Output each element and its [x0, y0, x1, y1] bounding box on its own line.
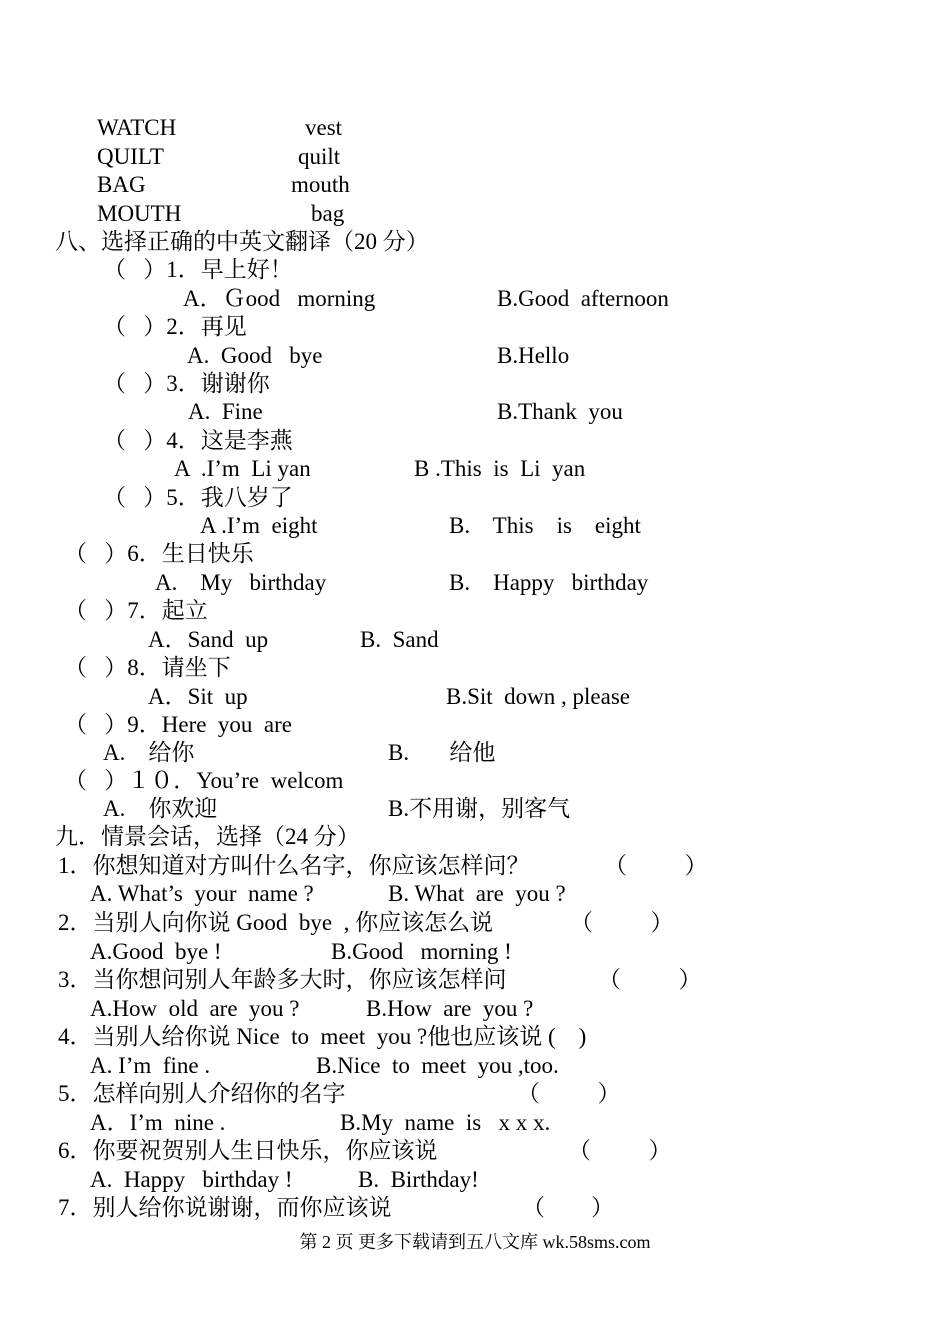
s8-q2: （ ）2．再见: [103, 314, 247, 339]
s9-q2-answer-paren: （ ）: [570, 910, 674, 935]
match-lower-4: bag: [311, 201, 345, 226]
s8-q3-option-a: A. Fine: [188, 399, 263, 424]
match-upper-2: QUILT: [97, 144, 164, 169]
s8-q8-option-b: B.Sit down , please: [446, 684, 630, 709]
s8-q3-option-b: B.Thank you: [497, 399, 623, 424]
s8-q10-option-a: A. 你欢迎: [103, 796, 218, 821]
s8-q2-option-b: B.Hello: [497, 343, 570, 368]
s8-q5: （ ）5．我八岁了: [103, 485, 293, 510]
s8-q5-option-b: B. This is eight: [449, 513, 641, 538]
s9-q6: 6．你要祝贺别人生日快乐，你应该说: [58, 1138, 438, 1163]
s9-q1: 1．你想知道对方叫什么名字，你应该怎样问？: [58, 853, 530, 878]
s9-q1-option-b: B. What are you ?: [388, 881, 566, 906]
s9-q3-option-b: B.How are you ?: [366, 996, 534, 1021]
match-lower-2: quilt: [298, 144, 341, 169]
s9-q4-option-b: B.Nice to meet you ,too.: [316, 1053, 559, 1078]
s8-q9-option-a: A. 给你: [103, 740, 195, 765]
s8-q3: （ ）3．谢谢你: [103, 371, 270, 396]
s9-q5-option-b: B.My name is x x x.: [340, 1110, 551, 1135]
s9-q5-option-a: A．I’m nine .: [90, 1110, 226, 1135]
s8-q1-option-b: B.Good afternoon: [497, 286, 669, 311]
s9-q4: 4．当别人给你说 Nice to meet you ?他也应该说 ( ): [58, 1024, 587, 1049]
s9-q5-answer-paren: （ ）: [517, 1081, 621, 1106]
s8-q9-option-b: B. 给他: [388, 740, 496, 765]
s8-q10: （ ）１０．You’re welcom: [64, 768, 344, 793]
s8-q4-option-b: B .This is Li yan: [414, 456, 586, 481]
match-upper-4: MOUTH: [97, 201, 182, 226]
s8-q5-option-a: A .I’m eight: [200, 513, 318, 538]
s9-q1-option-a: A. What’s your name ?: [90, 881, 314, 906]
s8-q2-option-a: A. Good bye: [187, 343, 323, 368]
s8-q1-option-a: A．Ｇood morning: [183, 286, 376, 311]
s9-q3-option-a: A.How old are you ?: [90, 996, 300, 1021]
s9-q6-option-a: A. Happy birthday !: [90, 1167, 293, 1192]
s8-q6-option-a: A. My birthday: [155, 570, 327, 595]
s9-q2-option-a: A.Good bye !: [90, 939, 222, 964]
match-upper-1: WATCH: [97, 115, 177, 140]
s9-q5: 5．怎样向别人介绍你的名字: [58, 1081, 346, 1106]
s9-q7: 7．别人给你说谢谢，而你应该说: [58, 1195, 392, 1220]
s9-q6-option-b: B. Birthday!: [358, 1167, 479, 1192]
s8-q6: （ ）6．生日快乐: [64, 541, 254, 566]
s8-q8: （ ）8．请坐下: [64, 655, 231, 680]
s9-q1-answer-paren: （ ）: [604, 853, 708, 878]
s9-q2: 2．当别人向你说 Good bye , 你应该怎么说: [58, 910, 494, 935]
s8-q7-option-a: A．Sand up: [148, 627, 269, 652]
s9-q2-option-b: B.Good morning !: [331, 939, 512, 964]
s8-q10-option-b: B.不用谢，别客气: [388, 796, 571, 821]
section8-title: 八、选择正确的中英文翻译（20 分）: [55, 229, 429, 254]
s8-q1: （ ）1．早上好！: [103, 257, 293, 282]
s9-q7-answer-paren: （ ）: [522, 1195, 614, 1220]
match-lower-3: mouth: [291, 172, 350, 197]
section9-title: 九．情景会话，选择（24 分）: [55, 824, 360, 849]
s9-q3-answer-paren: （ ）: [598, 967, 702, 992]
s8-q9: （ ）9．Here you are: [64, 712, 293, 737]
s9-q4-option-a: A. I’m fine .: [90, 1053, 211, 1078]
s8-q6-option-b: B. Happy birthday: [449, 570, 649, 595]
s8-q4-option-a: A .I’m Li yan: [174, 456, 311, 481]
page-footer: 第 2 页 更多下载请到五八文库 wk.58sms.com: [299, 1232, 651, 1252]
match-upper-3: BAG: [97, 172, 146, 197]
s8-q4: （ ）4．这是李燕: [103, 428, 293, 453]
s9-q3: 3．当你想问别人年龄多大时，你应该怎样问: [58, 967, 507, 992]
s8-q7-option-b: B. Sand: [360, 627, 439, 652]
s9-q6-answer-paren: （ ）: [568, 1138, 672, 1163]
match-lower-1: vest: [305, 115, 343, 140]
s8-q7: （ ）7．起立: [64, 598, 208, 623]
s8-q8-option-a: A．Sit up: [148, 684, 248, 709]
